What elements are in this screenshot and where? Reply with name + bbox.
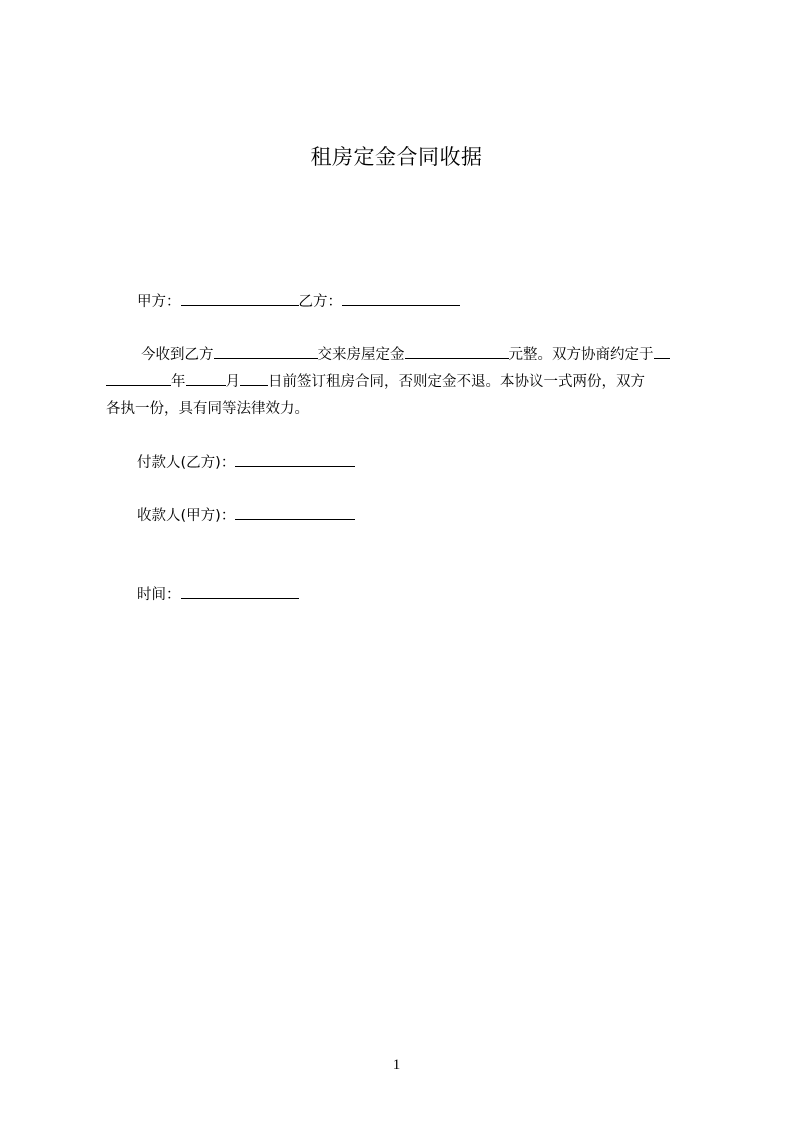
parties-line (137, 291, 460, 312)
page-number: 1 (392, 1057, 401, 1073)
body-seg-6: 日前签订租房合同，否则定金不退。本协议一式两份，双方 (268, 374, 645, 390)
payee-blank[interactable] (235, 505, 355, 520)
time-label: 时间： (137, 587, 181, 603)
month-blank[interactable] (186, 371, 226, 386)
payer-line (137, 452, 355, 473)
body-seg-3: 元整。双方协商约定于 (508, 347, 654, 363)
payee-label: 收款人(甲方)： (137, 508, 236, 524)
party-a-blank[interactable] (181, 291, 299, 306)
time-blank[interactable] (181, 584, 299, 599)
payer-blank[interactable] (235, 452, 355, 467)
body-line-3 (106, 399, 309, 419)
body-seg-5: 月 (225, 374, 240, 390)
deposit-amount-blank[interactable] (405, 344, 509, 359)
document-title: 租房定金合同收据 (310, 145, 483, 169)
day-blank[interactable] (240, 371, 268, 386)
year-blank[interactable] (106, 371, 171, 386)
payee-line (137, 505, 355, 526)
party-b-blank[interactable] (342, 291, 460, 306)
date-blank-start[interactable] (654, 344, 670, 359)
party-b-label: 乙方： (298, 294, 342, 310)
body-seg-1: 今收到乙方 (141, 347, 214, 363)
receiver-blank[interactable] (214, 344, 318, 359)
body-seg-2: 交来房屋定金 (317, 347, 405, 363)
body-line-1 (141, 344, 670, 365)
time-line (137, 584, 299, 605)
body-line-2 (106, 371, 645, 392)
body-seg-4: 年 (171, 374, 186, 390)
party-a-label: 甲方： (137, 294, 181, 310)
payer-label: 付款人(乙方)： (137, 455, 236, 471)
body-seg-7: 各执一份，具有同等法律效力。 (106, 401, 309, 417)
